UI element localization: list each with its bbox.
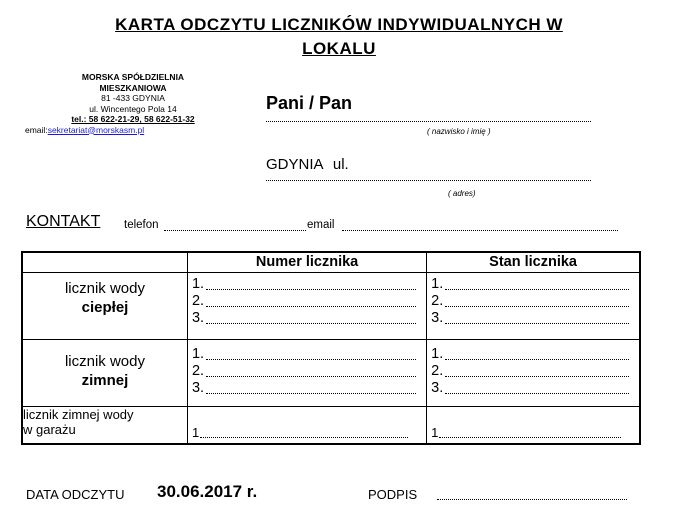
name-hint: ( nazwisko i imię ) bbox=[427, 127, 491, 136]
recipient-address-row bbox=[266, 156, 349, 173]
line-index: 1 bbox=[431, 424, 439, 440]
signature-label: PODPIS bbox=[368, 487, 418, 502]
line-index: 2. bbox=[431, 293, 444, 309]
header-meter-state: Stan licznika bbox=[427, 252, 640, 273]
garage-number-line[interactable] bbox=[188, 424, 426, 441]
org-name-line2: MIESZKANIOWA bbox=[99, 82, 167, 93]
line-index: 2. bbox=[191, 363, 205, 379]
cold-water-number-cell bbox=[187, 340, 426, 407]
address-dotted-line[interactable] bbox=[266, 180, 591, 181]
hot-number-line-3[interactable] bbox=[188, 310, 426, 327]
contact-email-label: email bbox=[307, 219, 335, 231]
email-dotted-line[interactable] bbox=[342, 230, 618, 231]
table-row-cold-water bbox=[22, 340, 640, 407]
garage-state-line[interactable] bbox=[427, 424, 639, 441]
org-email-label: email: bbox=[25, 124, 48, 135]
garage-label bbox=[22, 407, 187, 444]
line-index: 1. bbox=[191, 346, 205, 362]
organization-block bbox=[25, 72, 228, 135]
signature-dotted-line[interactable] bbox=[437, 499, 627, 500]
reading-date-label: DATA ODCZYTU bbox=[26, 487, 125, 502]
cold-state-line-3[interactable] bbox=[427, 380, 639, 397]
phone-dotted-line[interactable] bbox=[164, 230, 306, 231]
cold-number-line-2[interactable] bbox=[188, 363, 426, 380]
line-index: 3. bbox=[191, 380, 205, 396]
garage-label-line2: w garażu bbox=[23, 422, 76, 437]
line-index: 2. bbox=[431, 363, 444, 379]
cold-state-line-1[interactable] bbox=[427, 346, 639, 363]
header-empty-cell bbox=[22, 252, 187, 273]
org-city: 81 -433 GDYNIA bbox=[101, 93, 165, 103]
line-index: 3. bbox=[191, 310, 205, 326]
meter-table bbox=[21, 251, 641, 445]
table-row-hot-water bbox=[22, 273, 640, 340]
line-index: 3. bbox=[431, 380, 444, 396]
cold-water-label bbox=[22, 340, 187, 407]
org-email-row bbox=[25, 125, 228, 136]
hot-water-number-cell bbox=[187, 273, 426, 340]
org-name-line1: MORSKA SPÓŁDZIELNIA bbox=[81, 72, 185, 82]
cold-state-line-2[interactable] bbox=[427, 363, 639, 380]
garage-number-cell bbox=[187, 407, 426, 444]
hot-water-state-cell bbox=[427, 273, 640, 340]
reading-date-value: 30.06.2017 r. bbox=[157, 482, 258, 501]
org-street: ul. Wincentego Pola 14 bbox=[89, 103, 177, 114]
line-index: 1 bbox=[191, 424, 200, 440]
hot-number-line-1[interactable] bbox=[188, 276, 426, 293]
recipient-salutation: Pani / Pan bbox=[266, 93, 353, 113]
cold-number-line-3[interactable] bbox=[188, 380, 426, 397]
header-meter-number: Numer licznika bbox=[187, 252, 426, 273]
hot-state-line-1[interactable] bbox=[427, 276, 639, 293]
contact-phone-label: telefon bbox=[124, 219, 159, 231]
recipient-city: GDYNIA bbox=[266, 156, 323, 173]
org-email-link[interactable]: sekretariat@morskasm.pl bbox=[47, 124, 145, 135]
table-header-row bbox=[22, 252, 640, 273]
street-prefix: ul. bbox=[332, 156, 349, 173]
garage-label-line1: licznik zimnej wody bbox=[23, 407, 134, 422]
name-dotted-line[interactable] bbox=[266, 121, 591, 122]
garage-state-cell bbox=[427, 407, 640, 444]
contact-heading: KONTAKT bbox=[26, 213, 101, 230]
hot-water-label bbox=[22, 273, 187, 340]
cold-water-label-line2: zimnej bbox=[81, 372, 129, 389]
hot-water-label-line2: ciepłej bbox=[81, 299, 129, 316]
address-hint: ( adres) bbox=[448, 189, 476, 198]
org-phone: tel.: 58 622-21-29, 58 622-51-32 bbox=[71, 114, 195, 124]
line-index: 1. bbox=[191, 276, 205, 292]
hot-state-line-2[interactable] bbox=[427, 293, 639, 310]
line-index: 1. bbox=[431, 276, 444, 292]
cold-water-label-line1: licznik wody bbox=[64, 353, 145, 370]
line-index: 2. bbox=[191, 293, 205, 309]
hot-number-line-2[interactable] bbox=[188, 293, 426, 310]
document-title-line1: KARTA ODCZYTU LICZNIKÓW INDYWIDUALNYCH W bbox=[115, 15, 563, 34]
document-title-line2: LOKALU bbox=[302, 39, 376, 58]
hot-state-line-3[interactable] bbox=[427, 310, 639, 327]
cold-water-state-cell bbox=[427, 340, 640, 407]
hot-water-label-line1: licznik wody bbox=[64, 280, 145, 297]
line-index: 3. bbox=[431, 310, 444, 326]
table-row-garage bbox=[22, 407, 640, 444]
cold-number-line-1[interactable] bbox=[188, 346, 426, 363]
line-index: 1. bbox=[431, 346, 444, 362]
